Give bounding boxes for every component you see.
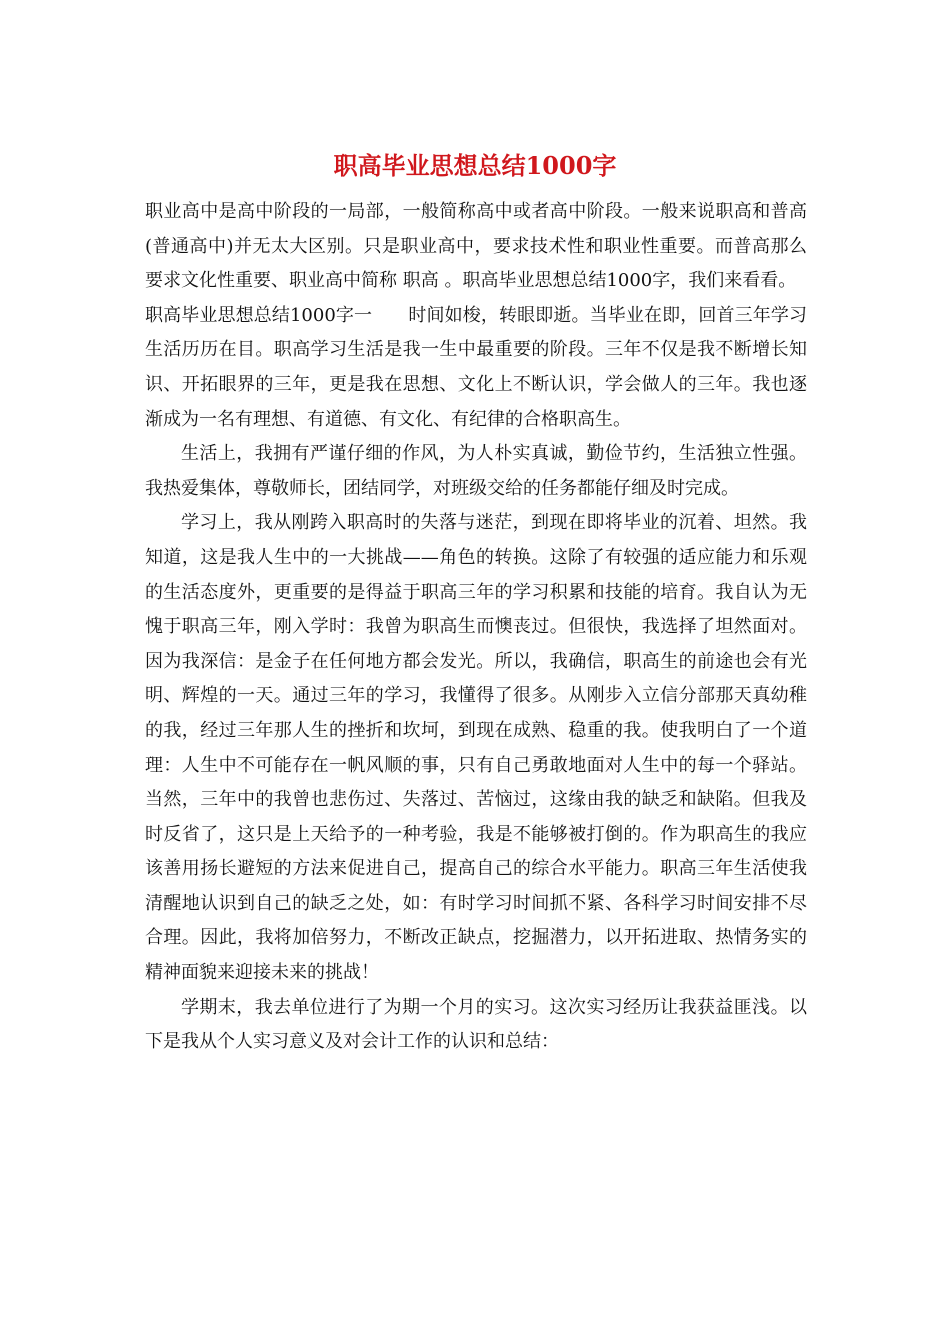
paragraph-intro: 职业高中是高中阶段的一局部，一般简称高中或者高中阶段。一般来说职高和普高(普通高中)并无太大区别。只是职业高中，要求技术性和职业性重要。而普高那么要求文化性重要、职业高中简称 职高 。职高毕业思想总结1000字，我们来看看。 bbox=[145, 201, 807, 292]
paragraph-summary-one: 职高毕业思想总结1000字一 时间如梭，转眼即逝。当毕业在即，回首三年学习生活历历在目。职高学习生活是我一生中最重要的阶段。三年不仅是我不断增长知识、开拓眼界的三年，更是我在思想、文化上不断认识，学会做人的三年。我也逐渐成为一名有理想、有道德、有文化、有纪律的合格职高生。 bbox=[145, 304, 807, 430]
document-body bbox=[145, 195, 807, 1060]
paragraph-study: 学习上，我从刚跨入职高时的失落与迷茫，到现在即将毕业的沉着、坦然。我知道，这是我人生中的一大挑战——角色的转换。这除了有较强的适应能力和乐观的生活态度外，更重要的是得益于职高三年的学习积累和技能的培育。我自认为无愧于职高三年，刚入学时：我曾为职高生而懊丧过。但很快，我选择了坦然面对。因为我深信：是金子在任何地方都会发光。所以，我确信，职高生的前途也会有光明、辉煌的一天。通过三年的学习，我懂得了很多。从刚步入立信分部那天真幼稚的我，经过三年那人生的挫折和坎坷，到现在成熟、稳重的我。使我明白了一个道理：人生中不可能存在一帆风顺的事，只有自己勇敢地面对人生中的每一个驿站。当然，三年中的我曾也悲伤过、失落过、苦恼过，这缘由我的缺乏和缺陷。但我及时反省了，这只是上天给予的一种考验，我是不能够被打倒的。作为职高生的我应该善用扬长避短的方法来促进自己，提高自己的综合水平能力。职高三年生活使我清醒地认识到自己的缺乏之处，如：有时学习时间抓不紧、各科学习时间安排不尽合理。因此，我将加倍努力，不断改正缺点，挖掘潜力，以开拓进取、热情务实的精神面貌来迎接未来的挑战！ bbox=[145, 512, 807, 984]
document-title: 职高毕业思想总结1000字 bbox=[333, 151, 617, 180]
paragraph-internship: 学期末，我去单位进行了为期一个月的实习。这次实习经历让我获益匪浅。以下是我从个人实习意义及对会计工作的认识和总结： bbox=[145, 996, 807, 1053]
paragraph-life: 生活上，我拥有严谨仔细的作风，为人朴实真诚，勤俭节约，生活独立性强。我热爱集体，尊敬师长，团结同学，对班级交给的任务都能仔细及时完成。 bbox=[145, 443, 807, 499]
